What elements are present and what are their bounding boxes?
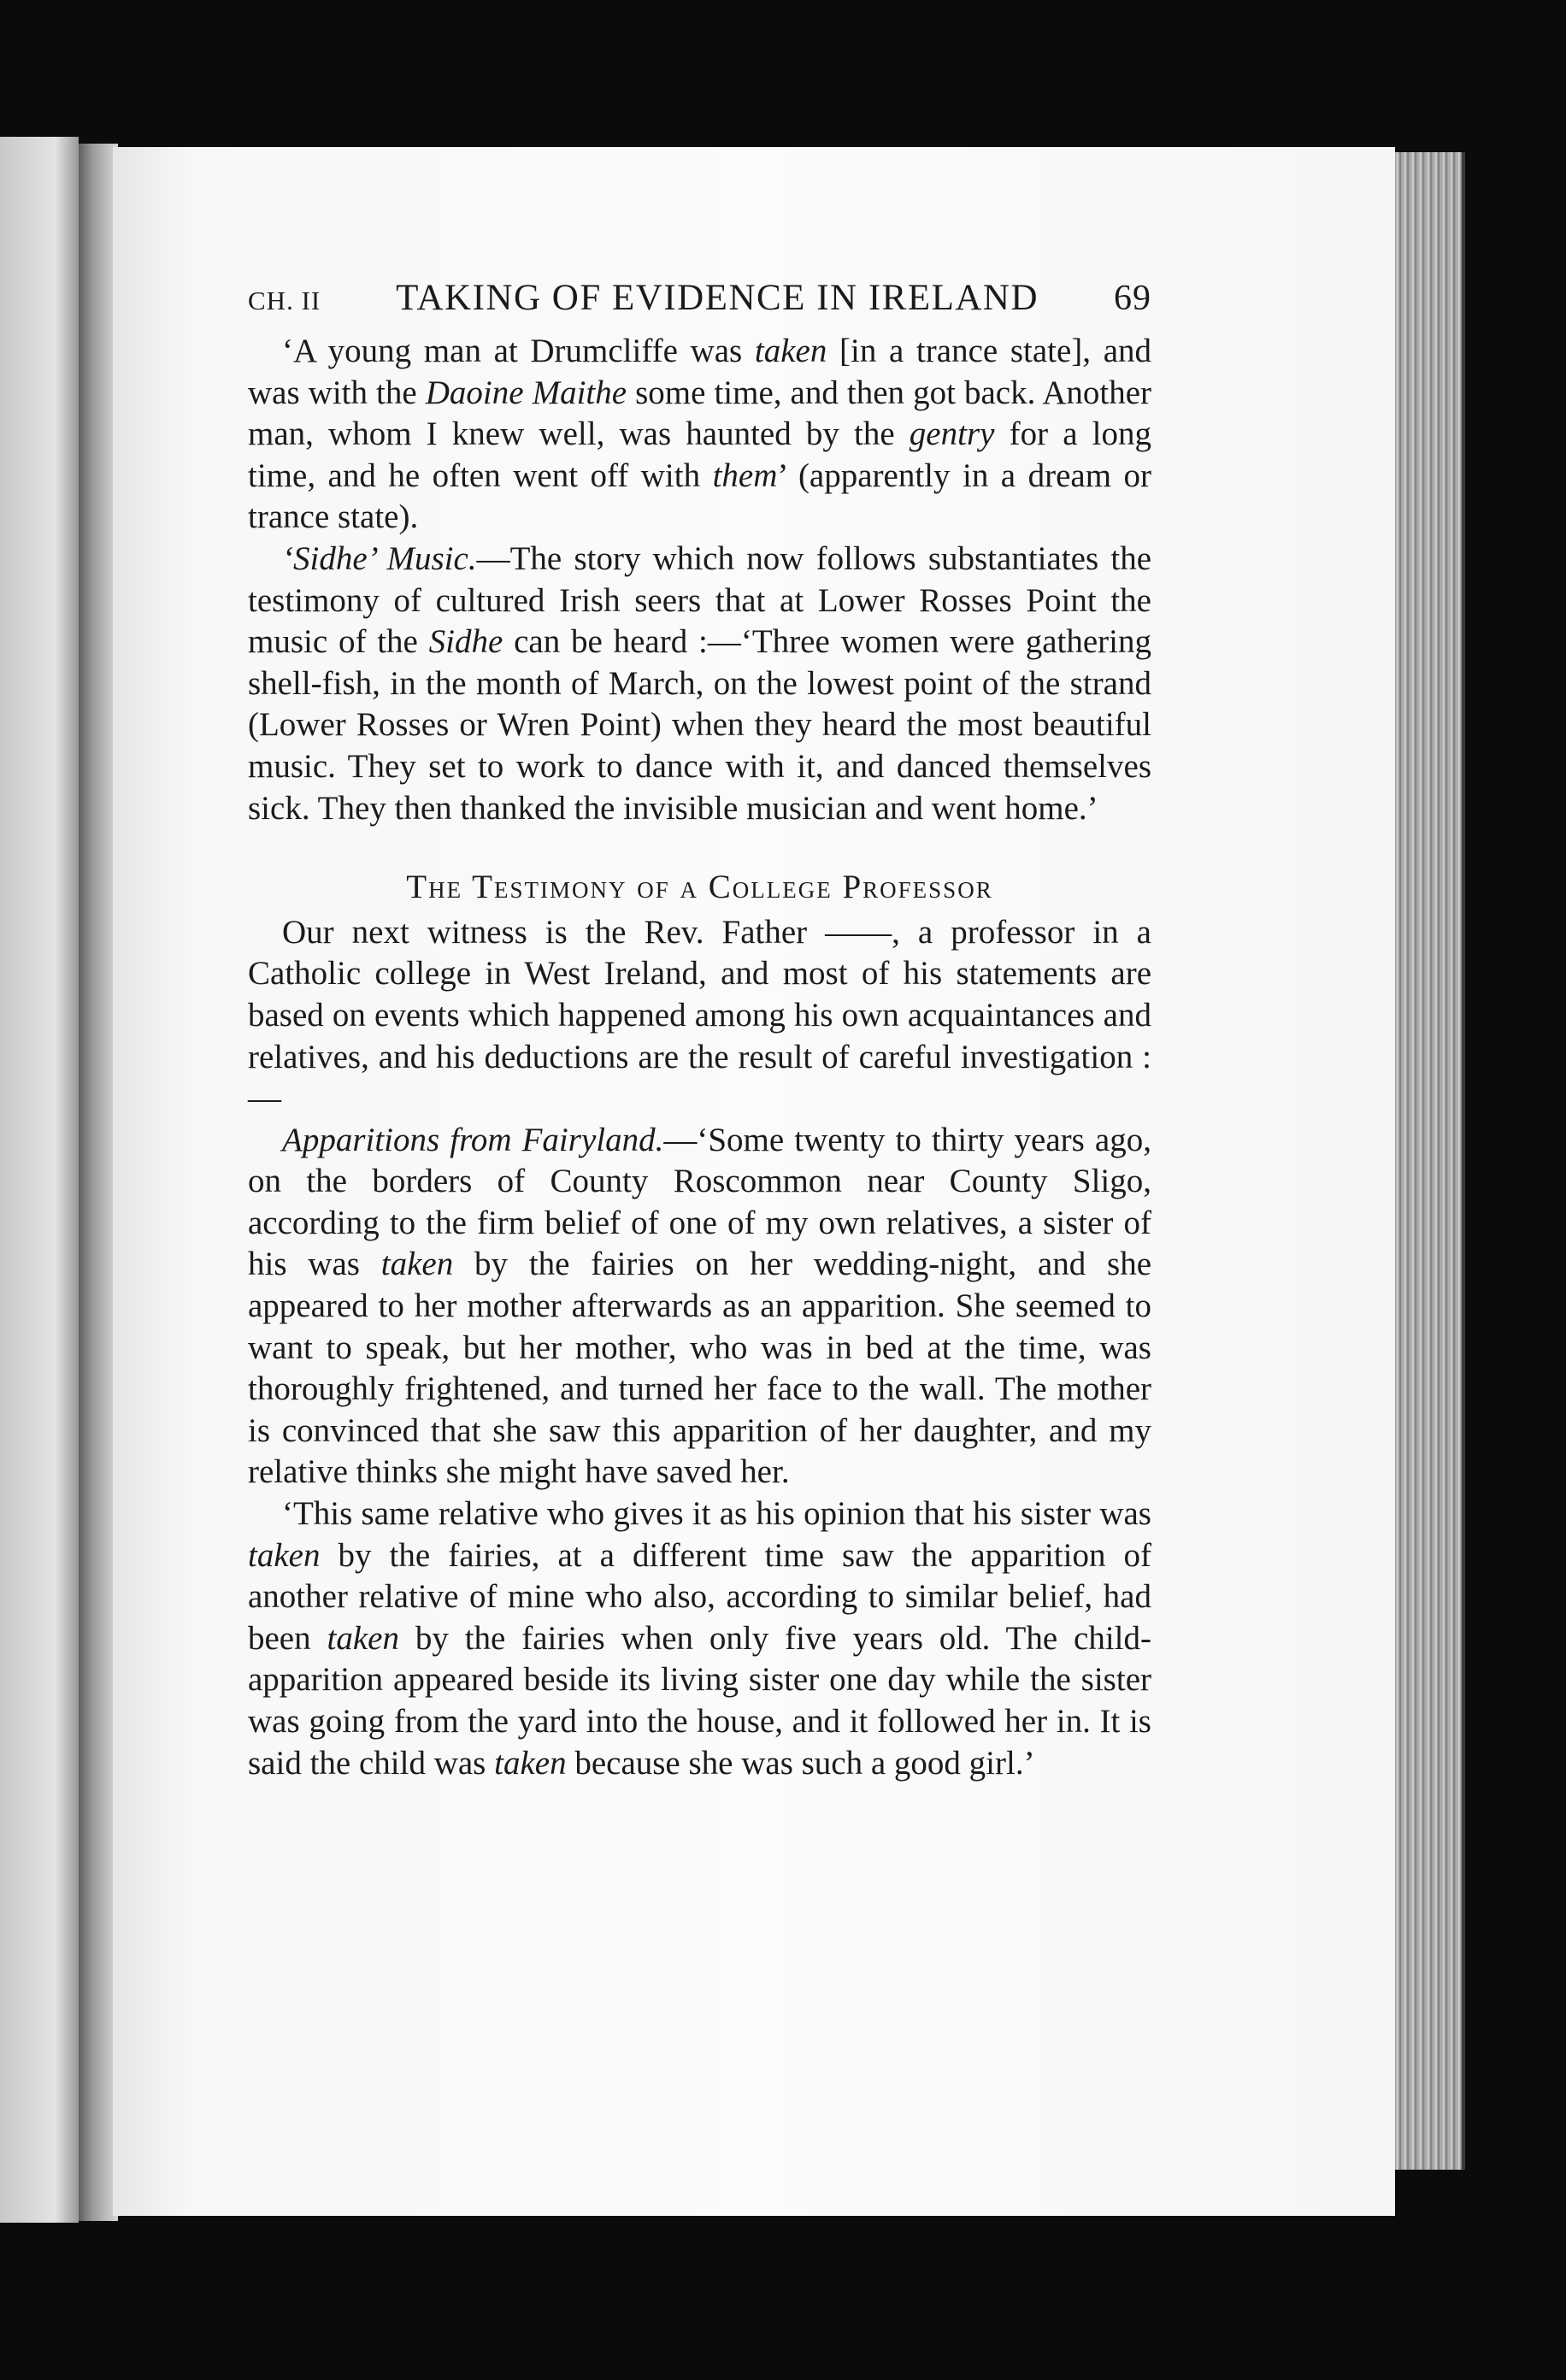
paragraph-witness-intro: Our next witness is the Rev. Father ——, a professor in a Catholic college in West Ireland, and most of his statements are based on events which happened among his own acquaintances and relatives, and his deductions are the result of careful investigation :— — [248, 913, 1151, 1117]
page-number: 69 — [1113, 279, 1151, 318]
paragraph-drumcliffe: ‘A young man at Drumcliffe was taken [in a trance state], and was with the Daoine Maithe some time, and then got back. Another man, whom I knew well, was haunted by the gentry for a long time, and he often went off with them’ (apparently in a dream or trance state). — [248, 333, 1151, 536]
paragraph-apparitions: Apparitions from Fairyland.—‘Some twenty to thirty years ago, on the borders of County Roscommon near County Sligo, according to the firm belief of one of my own relatives, a sister of his was taken by the fairies on her wedding-night, and she appeared to her mother afterwards as an apparition. She seemed to want to speak, but her mother, who was in bed at the time, was thoroughly frightened, and turned her face to the wall. The mother is convinced that she saw this apparition of her daughter, and my relative thinks she might have saved her. — [248, 1121, 1151, 1491]
paragraph-child-apparition: ‘This same relative who gives it as his opinion that his sister was taken by the fairies, at a different time saw the apparition of another relative of mine who also, according to similar belief, had been taken by the fairies when only five years old. The child-apparition appeared beside its living sister one day while the sister was going from the yard into the house, and it followed her in. It is said the child was taken because she was such a good girl.’ — [248, 1495, 1151, 1782]
chapter-label: CH. II — [248, 286, 321, 315]
paragraph-sidhe-music: ‘Sidhe’ Music.—The story which now follows substantiates the testimony of cultured Irish seers that at Lower Rosses Point the music of the Sidhe can be heard :—‘Three women were gathering shell-fish, in the month of March, on the lowest point of the strand (Lower Rosses or Wren Point) when they heard the most beautiful music. They set to work to dance with it, and danced themselves sick. They then thanked the invisible musician and went home.’ — [248, 539, 1152, 827]
running-header — [248, 278, 1151, 331]
section-heading: The Testimony of a College Professor — [406, 869, 993, 906]
running-title: TAKING OF EVIDENCE IN IRELAND — [396, 278, 1039, 318]
page-block-edges — [1395, 152, 1465, 2170]
page-text — [248, 278, 1151, 1784]
previous-page-edge — [0, 137, 79, 2223]
